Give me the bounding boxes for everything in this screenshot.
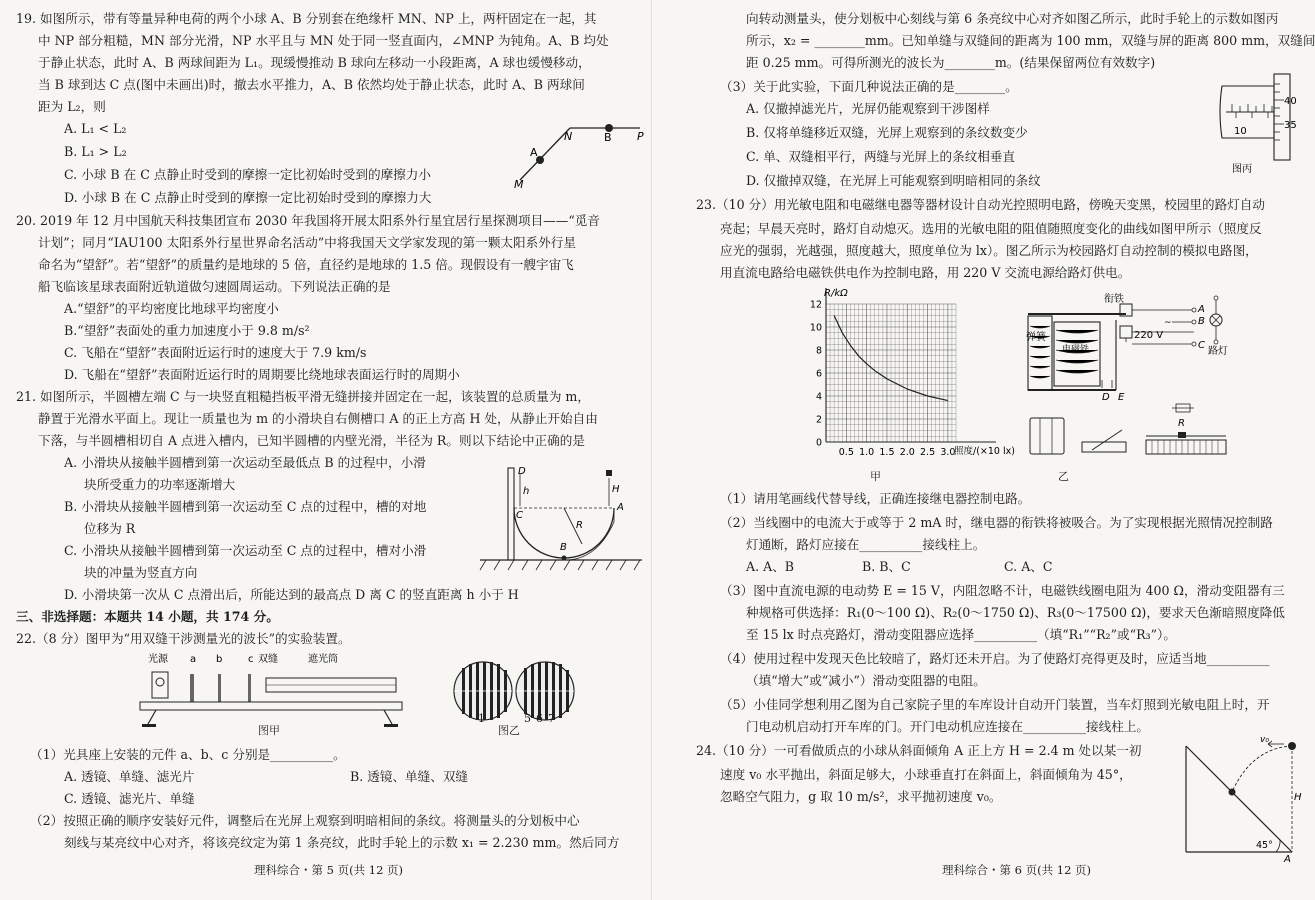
question-21-line: 静置于光滑水平面上。现让一质量也为 m 的小滑块自右侧槽口 A 的正上方高 H 处，从静止开始自由 [38,411,598,426]
label-terminal-d: D [1102,392,1110,403]
label-a: A [530,146,538,159]
x-tick-label: 3.0 [940,447,956,458]
q23-part-1: （1）请用笔画线代替导线，正确连接继电器控制电路。 [720,491,1031,506]
label-terminal-e: E [1118,392,1125,403]
chart-grid [826,304,956,442]
label-terminal-b: B [1198,316,1205,327]
option-c: C. 飞船在“望舒”表面附近运行时的速度大于 7.9 km/s [64,345,367,360]
option-c: C. 透镜、滤光片、单缝 [64,791,195,806]
question-20-line: 20. 2019 年 12 月中国航天科技集团宣布 2030 年我国将开展太阳系外行星宜居行星探测项目——“觅音 [16,213,600,228]
label-lamp: 路灯 [1208,346,1228,357]
label-m: M [514,178,524,191]
label-n: N [564,130,573,143]
label-v0: v₀ [1260,735,1269,745]
question-23-line: 用直流电路给电磁铁供电作为控制电路，用 220 V 交流电源给路灯供电。 [720,265,1131,280]
caption-figure-bing: 图丙 [1232,164,1252,175]
q23-part-4-line: （4）使用过程中发现天色比较暗了，路灯还未开启。为了使路灯亮得更及时，应适当地__________ [720,651,1270,666]
label-d: D [518,466,526,477]
left-page [0,0,652,900]
question-20-line: 船飞临该星球表面附近轨道做匀速圆周运动。下列说法正确的是 [38,279,391,294]
y-tick-label: 4 [815,391,822,403]
page-footer: 理科综合・第 6 页(共 12 页) [942,863,1092,877]
option-b: B. B、C [862,559,911,574]
label-c: C [516,510,523,521]
x-tick-label: 2.5 [920,447,936,458]
option-a: A. L₁ < L₂ [64,121,127,136]
label-a: a [190,654,197,665]
chart-y-axis-label: R/kΩ [824,288,848,299]
tick-35: 35 [1284,120,1297,131]
label-electromagnet: 电磁铁 [1062,345,1090,355]
label-h: h [523,486,530,497]
y-tick-label: 10 [809,322,822,334]
main-scale-label: 10 [1234,126,1247,137]
label-h-cap: H [612,484,620,495]
option-a: A. A、B [746,559,795,574]
label-double-slit: 双缝 [258,654,278,665]
label-p: P [637,130,644,143]
question-24-line: 忽略空气阻力，g 取 10 m/s²，求平抛初速度 v₀。 [720,789,1002,804]
label-a: A [1284,854,1291,865]
page-footer: 理科综合・第 5 页(共 12 页) [254,863,404,877]
label-h: H [1294,792,1302,803]
q23-part-5-line: （5）小佳同学想利用乙图为自己家院子里的车库设计自动开门装置，当车灯照到光敏电阻上时，开 [720,697,1270,712]
question-19-line: 于静止状态，此时 A、B 两球间距为 L₁。现缓慢推动 B 球向左移动一小段距离，A 球也缓慢移动， [38,55,591,70]
option-d: D. 小滑块第一次从 C 点滑出后，所能达到的最高点 D 离 C 的竖直距离 h 小于 H [64,587,519,602]
label-a: A [617,502,624,513]
caption-figure-yi: 乙 [1058,470,1069,483]
label-angle: 45° [1256,840,1273,851]
question-19-line: 当 B 球到达 C 点(图中未画出)时，撤去水平推力，A、B 依然均处于静止状态，此时 A、B 两球间 [38,77,585,92]
q22-fringe-figure [452,660,576,722]
label-c: c [248,654,254,665]
relay-circuit-figure [1022,290,1232,466]
right-page [652,0,1315,900]
option-c: C. 单、双缝相平行，两缝与光屏上的条纹相垂直 [746,149,1016,164]
label-terminal-a: A [1198,304,1205,315]
option-c: C. 小球 B 在 C 点静止时受到的摩擦一定比初始时受到的摩擦力小 [64,167,431,182]
option-b: B. 透镜、单缝、双缝 [350,769,469,784]
label-voltage: 220 V [1134,330,1164,341]
chart-x-axis-label: 照度/(×10 lx) [954,446,1015,457]
q22-part-1: （1）光具座上安装的元件 a、b、c 分别是__________。 [30,747,346,762]
option-b: B. L₁ > L₂ [64,144,127,159]
label-terminal-c: C [1198,340,1205,351]
tick-40: 40 [1284,96,1297,107]
resistance-illuminance-chart [792,284,1032,458]
q23-part-2-line: （2）当线圈中的电流大于或等于 2 mA 时，继电器的衔铁将被吸合。为了实现根据光照情况控制路 [720,515,1273,530]
label-r: R [1178,418,1185,429]
option-d: D. 小球 B 在 C 点静止时受到的摩擦一定比初始时受到的摩擦力大 [64,190,432,205]
option-a: A. 透镜、单缝、滤光片 [64,769,195,784]
section-heading: 三、非选择题：本题共 14 小题，共 174 分。 [16,609,279,624]
x-tick-label: 1.0 [859,447,875,458]
y-tick-label: 0 [815,437,822,449]
label-shield-tube: 遮光筒 [308,654,338,665]
q22-part-2-line: 刻线与某亮纹中心对齐，将该亮纹定为第 1 条亮纹，此时手轮上的示数 x₁ = 2.230 mm。然后同方 [64,835,620,850]
label-b: b [216,654,223,665]
q21-half-groove-figure [478,462,644,574]
question-24-line: 24.（10 分）一可看做质点的小球从斜面倾角 A 正上方 H = 2.4 m 处以某一初 [696,743,1142,758]
option-a: A. 小滑块从接触半圆槽到第一次运动至最低点 B 的过程中，小滑 [64,455,426,470]
q23-part-3-line: （3）图中直流电源的电动势 E = 15 V，内阻忽略不计，电磁铁线圈电阻为 400 Ω，滑动变阻器有三 [720,583,1285,598]
label-b: B [604,131,612,144]
question-20-line: 计划”；同月“IAU100 太阳系外行星世界命名活动”中将我国天文学家发现的第一颗太阳系外行星 [38,235,577,250]
label-spring: 弹簧 [1026,332,1046,343]
y-tick-label: 12 [809,299,822,311]
caption-figure-jia: 甲 [870,470,881,483]
question-21-line: 21. 如图所示，半圆槽左端 C 与一块竖直粗糙挡板平滑无缝拼接并固定在一起，该装置的总质量为 m， [16,389,590,404]
caption-figure-yi: 图乙 [498,724,520,737]
label-light-source: 光源 [148,654,168,665]
y-tick-label: 8 [815,345,822,357]
caption-figure-jia: 图甲 [258,724,280,737]
label-r: R [576,520,583,531]
option-a: A.“望舒”的平均密度比地球平均密度小 [64,301,279,316]
option-b-cont: 位移为 R [84,521,136,536]
option-a: A. 仅撤掉滤光片，光屏仍能观察到干涉图样 [746,101,990,116]
option-c: C. 小滑块从接触半圆槽到第一次运动至 C 点的过程中，槽对小滑 [64,543,427,558]
q22-cont-line: 距 0.25 mm。可得所测光的波长为________m。(结果保留两位有效数字) [746,55,1156,70]
question-23-line: 23.（10 分）用光敏电阻和电磁继电器等器材设计自动光控照明电路，傍晚天变黑，校园里的路灯自动 [696,197,1265,212]
q23-part-3-line: 种规格可供选择：R₁(0～100 Ω)、R₂(0～1750 Ω)、R₃(0～17500 Ω)，要求天色渐暗照度降低 [746,605,1285,620]
label-b: B [560,542,567,553]
option-d: D. 仅撤掉双缝，在光屏上可能观察到明暗相同的条纹 [746,173,1041,188]
x-tick-label: 2.0 [899,447,915,458]
q19-rod-figure [500,118,650,194]
question-23-line: 亮起；早晨天亮时，路灯自动熄灭。选用的光敏电阻的阻值随照度变化的曲线如图甲所示（照度反 [720,221,1262,236]
q23-part-4-line: （填“增大”或“减小”）滑动变阻器的电阻。 [746,673,986,688]
option-a-cont: 块所受重力的功率逐渐增大 [84,477,236,492]
question-21-line: 下落，与半圆槽相切自 A 点进入槽内，已知半圆槽的内壁光滑，半径为 R。则以下结论中正确的是 [38,433,585,448]
question-19-line: 中 NP 部分粗糙，MN 部分光滑，NP 水平且与 MN 处于同一竖直面内，∠MNP 为钝角。A、B 均处 [38,33,609,48]
q22-part-3: （3）关于此实验，下面几种说法正确的是________。 [720,79,1018,94]
option-b: B. 仅将单缝移近双缝，光屏上观察到的条纹数变少 [746,125,1028,140]
ac-symbol: ~ [1164,318,1172,328]
fringe-label-6: 6 [536,712,543,725]
fringe-label-7: 7 [548,712,555,725]
question-20-line: 命名为“望舒”。若“望舒”的质量约是地球的 5 倍，直径约是地球的 1.5 倍。现假设有一艘宇宙飞 [38,257,574,272]
y-tick-label: 2 [815,414,822,426]
y-tick-label: 6 [815,368,822,380]
question-19-line: 距为 L₂，则 [38,99,106,114]
option-c: C. A、C [1004,559,1053,574]
q22-cont-line: 向转动测量头，使分划板中心刻线与第 6 条亮纹中心对齐如图乙所示，此时手轮上的示数如图丙 [746,11,1279,26]
x-tick-label: 0.5 [838,447,854,458]
option-c-cont: 块的冲量为竖直方向 [84,565,198,580]
q24-projectile-figure [1180,735,1302,865]
option-d: D. 飞船在“望舒”表面附近运行时的周期要比绕地球表面运行时的周期小 [64,367,460,382]
q23-part-2-line: 灯通断，路灯应接在__________接线柱上。 [746,537,986,552]
fringe-label-5: 5 [524,712,531,725]
q23-part-3-line: 至 15 lx 时点亮路灯，滑动变阻器应选择__________（填“R₁”“R₂”或“R₃”）。 [746,627,1176,642]
micrometer-figure [1218,72,1302,176]
question-22-title: 22.（8 分）图甲为“用双缝干涉测量光的波长”的实验装置。 [16,631,351,646]
option-b: B.“望舒”表面处的重力加速度小于 9.8 m/s² [64,323,310,338]
question-23-line: 应光的强弱，光越强，照度越大，照度单位为 lx）。图乙所示为校园路灯自动控制的模拟电路图， [720,243,1258,258]
question-24-line: 速度 v₀ 水平抛出，斜面足够大，小球垂直打在斜面上，斜面倾角为 45°， [720,767,1132,782]
q22-cont-line: 所示，x₂ = ________mm。已知单缝与双缝间的距离为 100 mm，双缝与屏的距离 800 mm，双缝间 [746,33,1315,48]
q22-part-2-line: （2）按照正确的顺序安装好元件，调整后在光屏上观察到明暗相间的条纹。将测量头的分划板中心 [30,813,580,828]
q23-part-5-line: 门电动机启动打开车库的门。开门电动机应连接在__________接线柱上。 [746,719,1149,734]
label-armature: 衔铁 [1104,294,1124,305]
fringe-label-1: 1 [478,712,485,725]
question-19-line: 19. 如图所示，带有等量异种电荷的两个小球 A、B 分别套在绝缘杆 MN、NP 上，两杆固定在一起，其 [16,11,597,26]
x-tick-label: 1.5 [879,447,895,458]
option-b: B. 小滑块从接触半圆槽到第一次运动至 C 点的过程中，槽的对地 [64,499,427,514]
